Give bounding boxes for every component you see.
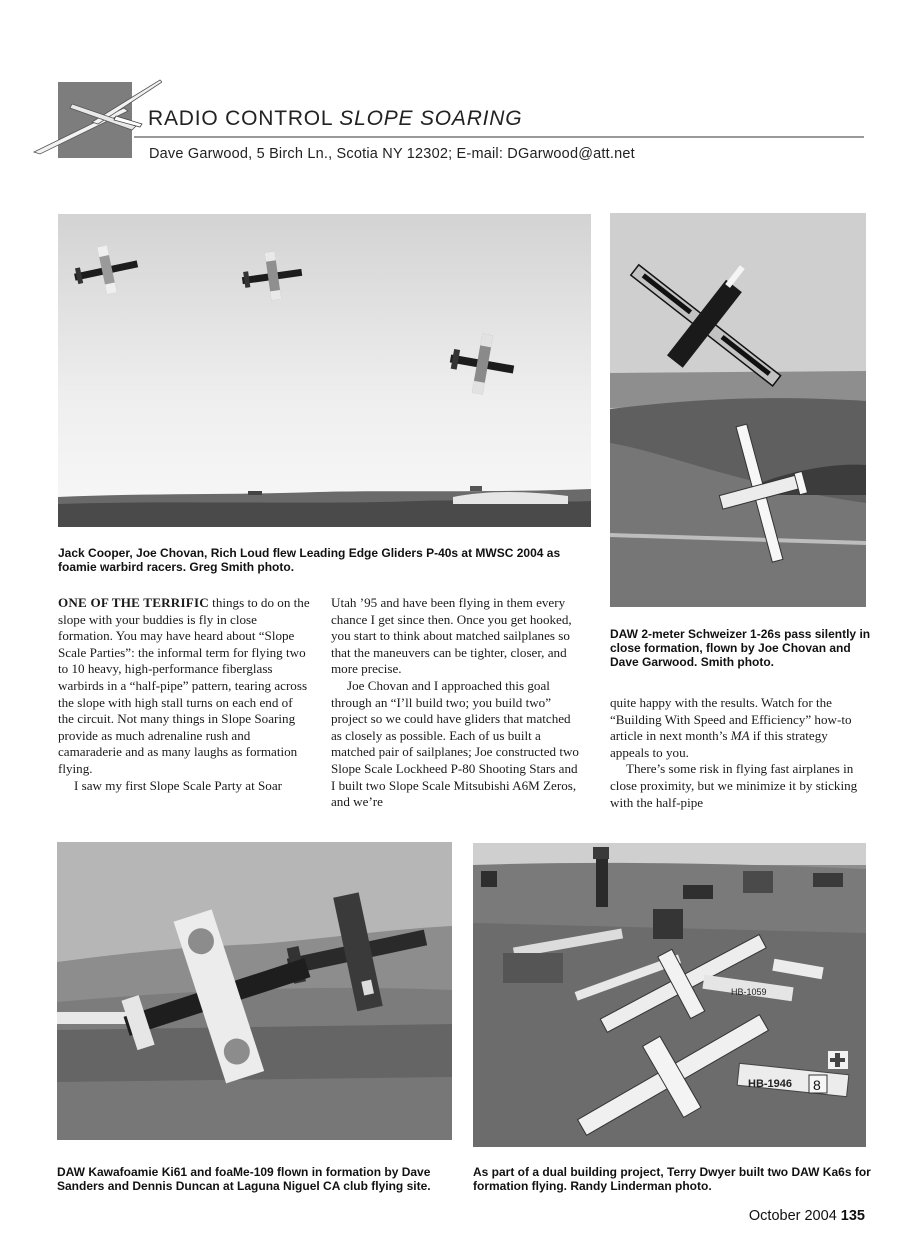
photo-ka6s (473, 843, 866, 1147)
paragraph-6: There’s some risk in flying fast airplanes in close proximity, but we minimize it by sticking with the half-pipe (610, 761, 858, 810)
issue-date: October 2004 (748, 1208, 837, 1224)
photo-ki61-me109 (57, 842, 452, 1140)
author-contact: Dave Garwood, 5 Birch Ln., Scotia NY 12302; E-mail: DGarwood@att.net (149, 146, 635, 162)
lead-in: ONE OF THE TERRIFIC (58, 595, 209, 610)
registration-label-2: HB-1059 (731, 987, 767, 997)
article-column-2 (331, 595, 583, 811)
caption-ka6s: As part of a dual building project, Terry Dwyer built two DAW Ka6s for formation flying. Randy Linderman photo. (473, 1165, 871, 1193)
paragraph-5: quite happy with the results. Watch for the “Building With Speed and Efficiency” how-to article in next month’s MA if this strategy appeals to you. (610, 695, 852, 760)
department-title (148, 107, 522, 131)
caption-schweizer: DAW 2-meter Schweizer 1-26s pass silently in close formation, flown by Joe Chovan and Dave Garwood. Smith photo. (610, 627, 871, 669)
title-prefix: RADIO CONTROL (148, 107, 333, 130)
article-column-1 (58, 595, 310, 794)
magazine-abbrev: MA (730, 728, 750, 744)
caption-ki61: DAW Kawafoamie Ki61 and foaMe-109 flown in formation by Dave Sanders and Dennis Duncan at Laguna Niguel CA club flying site. (57, 1165, 431, 1193)
paragraph-1: ONE OF THE TERRIFIC things to do on the slope with your buddies is fly in close formation. You may have heard about “Slope Scale Parties”: the informal term for flying two to 10 heavy, high-performance fiberglass warbirds in a “half-pipe” pattern, tearing across the slope with high stall turns on each end of the circuit. Not many things in Slope Soaring provide as much adrenaline rush and camaraderie and as many laughs as formation flying. (58, 595, 310, 776)
title-suffix: SLOPE SOARING (339, 107, 523, 130)
registration-label: HB-1946 (748, 1078, 793, 1090)
paragraph-3: Utah ’95 and have been flying in them every chance I get since then. Once you get hooked, you start to think about matched sailplanes so that the maneuvers can be tighter, closer, and more precise. (331, 595, 572, 677)
department-logo (32, 78, 162, 160)
header-rule (134, 136, 864, 138)
article-column-3 (610, 695, 868, 811)
paragraph-4: Joe Chovan and I approached this goal through an “I’ll build two; you build two” project so we could have gliders that matched as closely as possible. Each of us built a matched pair of sailplanes; Joe constructed two Slope Scale Lockheed P-80 Shooting Stars and I built two Slope Scale Mitsubishi A6M Zeros, and we’re (331, 677, 579, 810)
caption-p40s: Jack Cooper, Joe Chovan, Rich Loud flew Leading Edge Gliders P-40s at MWSC 2004 as foamie warbird racers. Greg Smith photo. (58, 546, 561, 574)
photo-p40s (58, 214, 591, 527)
contest-number: 8 (813, 1077, 821, 1093)
photo-schweizer (610, 213, 866, 607)
page-folio (749, 1208, 865, 1224)
page-number: 135 (840, 1208, 865, 1224)
paragraph-2: I saw my first Slope Scale Party at Soar (74, 777, 283, 793)
